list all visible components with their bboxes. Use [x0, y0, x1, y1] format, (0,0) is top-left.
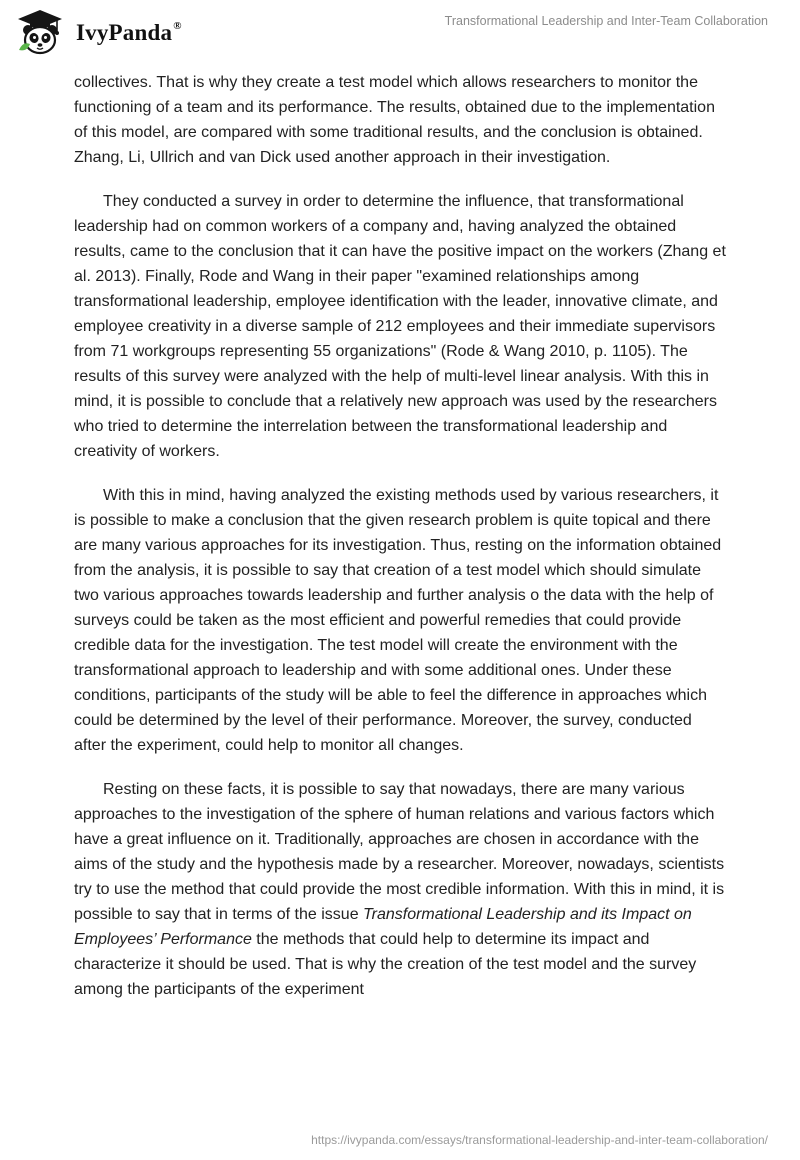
paragraph-4	[74, 777, 728, 1002]
paragraph-4-text-start: Resting on these facts, it is possible to say that nowadays, there are many various approaches to the investigation of the sphere of human relations and various factors which have a great influence on it. Traditionally, approaches are chosen in accordance with the aims of the study and the hypothesis made by a researcher. Moreover, nowadays, scientists try to use the method that could provide the most credible information. With this in mind, it is possible to say that in terms of the issue	[74, 781, 725, 923]
document-title: Transformational Leadership and Inter-Team Collaboration	[444, 14, 768, 28]
paragraph-1: collectives. That is why they create a test model which allows researchers to monitor the functioning of a team and its performance. The results, obtained due to the implementation of this model, are compared with some traditional results, and the conclusion is obtained. Zhang, Li, Ullrich and van Dick used another approach in their investigation.	[74, 74, 715, 166]
source-url[interactable]: https://ivypanda.com/essays/transformational-leadership-and-inter-team-collaboration/	[311, 1133, 768, 1147]
paragraph-3: With this in mind, having analyzed the existing methods used by various researchers, it is possible to make a conclusion that the given research problem is quite topical and there are many various approaches for its investigation. Thus, resting on the information obtained from the analysis, it is possible to say that creation of a test model which should simulate two various approaches towards leadership and further analysis o the data with the help of surveys could be taken as the most efficient and powerful remedies that could provide credible data for the investigation. The test model will create the environment with the transformational approach to leadership and with some additional ones. Under these conditions, participants of the study will be able to feel the difference in approaches which could be determined by the level of their performance. Moreover, the survey, conducted after the experiment, could help to monitor all changes.	[74, 487, 722, 754]
panda-graduation-cap-icon	[14, 8, 66, 56]
brand-name: IvyPanda®	[76, 20, 182, 45]
page-header	[0, 0, 800, 64]
paragraph-2: They conducted a survey in order to determine the influence, that transformational leadership had on common workers of a company and, having analyzed the obtained results, came to the conclusion that it can have the positive impact on the workers (Zhang et al. 2013). Finally, Rode and Wang in their paper "examined relationships among transformational leadership, employee identification with the leader, innovative climate, and employee creativity in a diverse sample of 212 employees and their immediate supervisors from 71 workgroups representing 55 organizations" (Rode & Wang 2010, p. 1105). The results of this survey were analyzed with the help of multi-level linear analysis. With this in mind, it is possible to conclude that a relatively new approach was used by the researchers who tried to determine the interrelation between the transformational leadership and creativity of workers.	[74, 193, 726, 460]
logo[interactable]	[14, 8, 182, 56]
paragraph-4-text-end: the methods that could help to determine its impact and characterize it should be used. That is why the creation of the test model and the survey among the participants of the experiment	[74, 931, 697, 998]
italic-issue-title: Transformational Leadership and its Impact on Employees’ Performance	[74, 906, 692, 948]
essay-body	[74, 70, 728, 1002]
registered-mark: ®	[173, 20, 182, 33]
